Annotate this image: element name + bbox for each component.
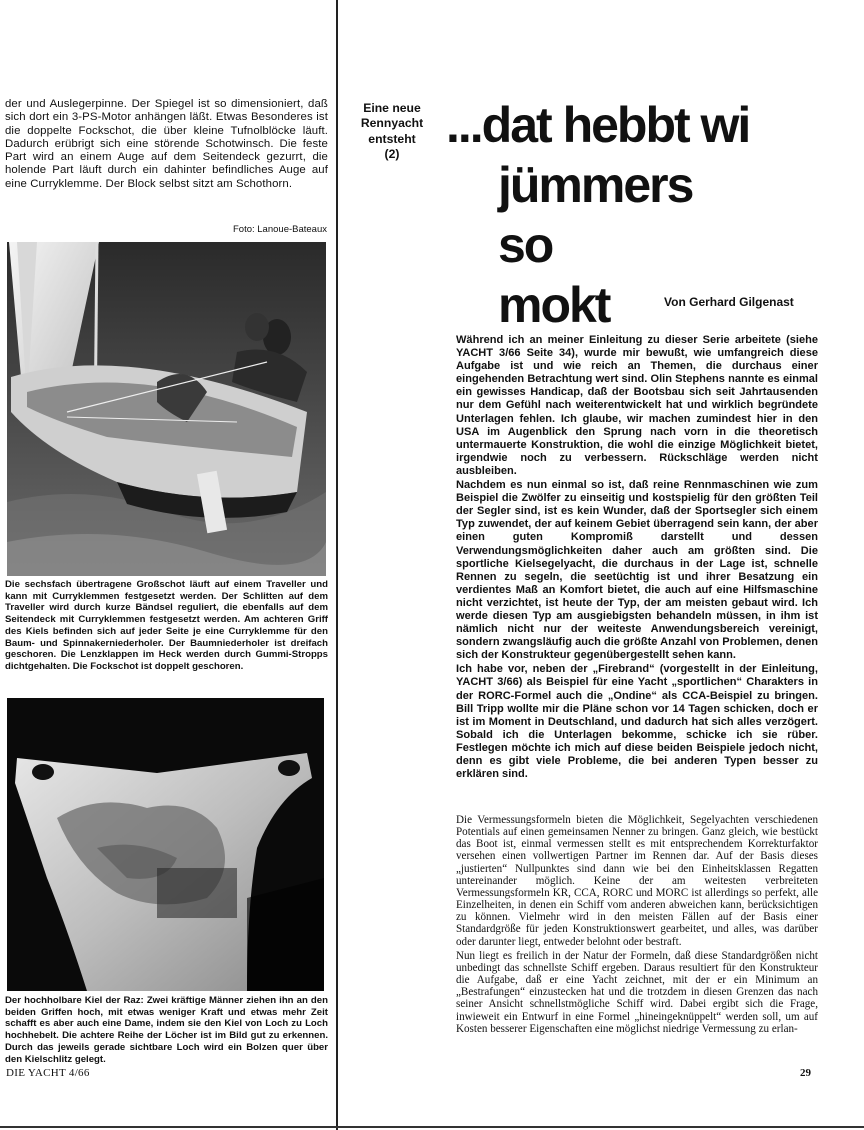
article-kicker [342,101,442,163]
sailboat-photo [7,242,326,576]
left-column-text: der und Auslegerpinne. Der Spiegel ist so dimensioniert, daß sich dort ein 3-PS-Motor anhängen läßt. Etwas Besonderes ist die doppelte Fockschot, die über kleine Tufnolblöcke läuft. Dadurch erübrigt sich eine störende Schotwinsch. Die feste Part wird an einem Auge auf dem Seitendeck gezurrt, die holende Part läuft durch ein dahinter befindliches Auge auf eine Curryklemme. Der Block selbst sitzt am Schothorn. [5,98,328,190]
page-number: 29 [800,1067,811,1079]
kicker-line: (2) [384,147,400,162]
body-text [456,814,818,1037]
intro-paragraph: Ich habe vor, neben der „Firebrand“ (vorgestellt in der Einleitung, YACHT 3/66) als Beispiel für eine Yacht „sportlichen“ Charakters in der RORC-Formel auch die „Ondine“ als CCA-Beispiel zu bringen. Bill Tripp wollte mir die Pläne schon vor 14 Tagen schicken, doch er ist im Moment in Deutschland, und dadurch hat sich alles verzögert. Sobald ich die Unterlagen bekomme, schicke ich sie rüber. Festlegen möchte ich mich auf diese beiden Beispiele jedoch nicht, denn es gibt viele Probleme, die bei anderen Typen besser zu erklären sind. [456,663,818,781]
column-divider [336,0,338,1130]
kicker-line: entsteht [368,131,416,146]
body-paragraph: Nun liegt es freilich in der Natur der Formeln, daß diese Standardgrößen nicht unbedingt das schnellste Schiff ergeben. Daraus resultiert für den Konstrukteur die Aufgabe, daß er eine Yacht zeichnet, mit der er ein Minimum an „Bestrafungen“ einzustecken hat und die trotzdem in diesen Grenzen das nach seiner Ansicht schnellstmögliche Schiff wird. Dabei ergibt sich die Frage, inwieweit ein Entwurf in eine Formel „hineingeknüppelt“ werden soll, um auf Kosten besserer Eigenschaften eine möglichst niedrige Vermessung zu erlan- [456,949,818,1035]
headline-line: jümmers [498,157,693,213]
intro-text [456,334,818,782]
article-headline [446,95,856,335]
keel-photo [7,698,324,991]
headline-line: mokt [498,277,610,333]
kicker-line: Rennyacht [360,116,424,131]
photo-caption: Der hochholbare Kiel der Raz: Zwei kräftige Männer ziehen ihn an den beiden Griffen hoch, mit etwas weniger Kraft und etwas mehr Zeit schafft es aber auch eine Dame, indem sie den Kiel von Loch zu Loch hochhebelt. Die achtere Reihe der Löcher ist im Bild gut zu erkennen. Durch das jeweils gerade sichtbare Loch wird ein Bolzen quer über den Kielschlitz gelegt. [5,995,328,1065]
magazine-footer: DIE YACHT 4/66 [6,1067,90,1079]
headline-line: so [498,217,553,273]
body-paragraph: Die Vermessungsformeln bieten die Möglichkeit, Segelyachten verschiedenen Potentials auf einen gemeinsamen Nenner zu bringen. Ganz gleich, wie bestückt das Boot ist, einmal vermessen stellt es mit entsprechendem Korrekturfaktor versehen einen vollwertigen Partner im Rennen dar. Auf der Basis dieses „justierten“ Nullpunktes sind dann wie bei den Einheitsklassen Regatten untereinander möglich. Keine der am weitesten verbreiteten Vermessungsformeln KR, CCA, RORC und MORC ist allerdings so perfekt, alle Einzelheiten, in denen ein Schiff vom anderen abweichen kann, berücksichtigen zu können. Vielmehr wird in den meisten Fällen auf der Basis einer Standardgröße für jeden Konstruktionswert gearbeitet, und alles, was darüber oder darunter liegt, entweder belohnt oder bestraft. [456,814,818,948]
intro-paragraph: Während ich an meiner Einleitung zu dieser Serie arbeitete (siehe YACHT 3/66 Seite 34), wurde mir bewußt, wie umfangreich diese Aufgabe ist und wie reich an Themen, die durchaus einer eingehenden Betrachtung wert sind. Olin Stephens nannte es einmal ein gewisses Handicap, daß der Bootsbau sich seit Jahrtausenden nur dem Gefühl nach weiterentwickelt hat und wirklich begründete Unterlagen fehlen. Ich glaube, wir machen zumindest hier in den USA im Augenblick den Sprung nach vorn in die theoretisch untermauerte Konstruktion, die wohl die einzige Möglichkeit bietet, irgendwie noch zu verbessern. Rückschläge werden nicht ausbleiben. [456,334,818,477]
photo-credit: Foto: Lanoue-Bateaux [232,224,327,235]
intro-paragraph: Nachdem es nun einmal so ist, daß reine Rennmaschinen wie zum Beispiel die Zwölfer zu einseitig und kostspielig für den größten Teil der Segler sind, ist es kein Wunder, daß der Sportsegler sich einem Typ zuwendet, der auf keinem Gebiet überragend sein kann, der aber einen guten Kompromiß darstellt und dessen Verwendungsmöglichkeiten daher auch am größten sind. Die sportliche Kielsegelyacht, die durchaus in der Lage ist, schnelle Rennen zu segeln, die seetüchtig ist und ihrer Besatzung ein verdientes Maß an Komfort bietet, die auch auf eine Hilfsmaschine nicht verzichtet, ist heute der Typ, der am meisten gebaut wird. Ich werde diesen Typ am ausgiebigsten behandeln müssen, in ihm ist nämlich nicht nur der weiteste Anwendungsbereich vereinigt, sondern zwangsläufig auch die größte Anzahl von Problemen, denen sich der Konstrukteur gegenübergestellt sehen kann. [456,479,818,662]
kicker-line: Eine neue [363,101,421,115]
page-bottom-rule [0,1126,864,1128]
photo-caption: Die sechsfach übertragene Großschot läuft auf einem Traveller und kann mit Curryklemmen festgesetzt werden. Der Schlitten auf dem Traveller wird durch kurze Bändsel reguliert, die ebenfalls auf dem Seitendeck mit Curryklemmen festgesetzt werden. Am achteren Griff des Kiels befinden sich auf jeder Seite je eine Curryklemme für den Baum- und Spinnakerniederholer. Der Baumniederholer ist dreifach geschoren. Die Lenzklappen im Heck werden durch Gummi-Stropps dichtgehalten. Die Fockschot ist doppelt geschoren. [5,579,328,672]
headline-line: ...dat hebbt wi [446,97,750,153]
author-byline: Von Gerhard Gilgenast [664,295,794,309]
